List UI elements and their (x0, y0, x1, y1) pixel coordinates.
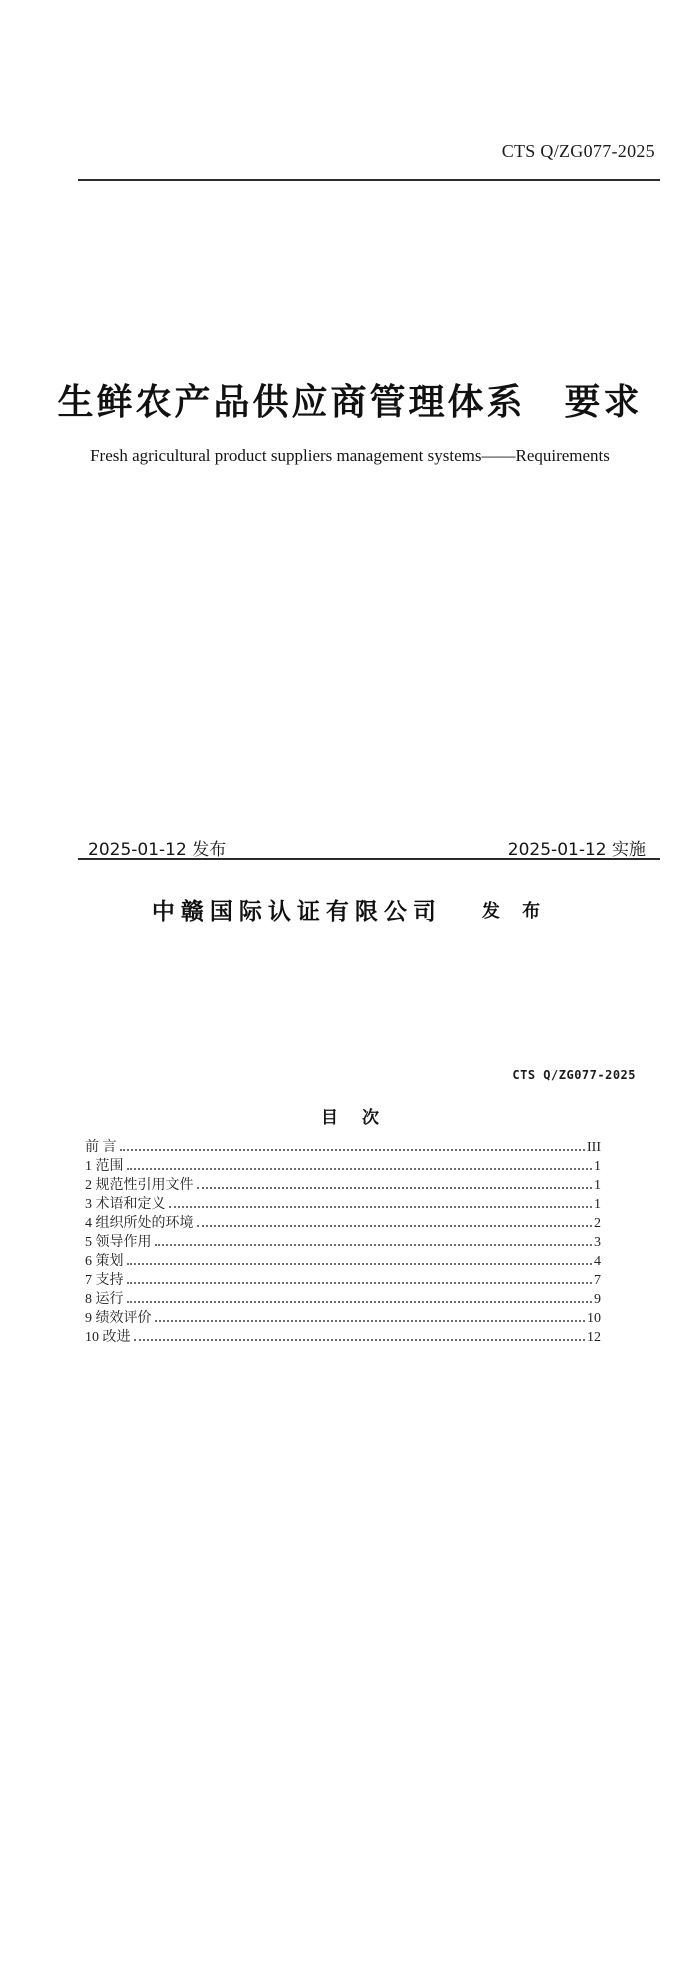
toc-entry-label: 前 言 (85, 1140, 117, 1155)
toc-entry-scope (85, 1155, 601, 1174)
dot-leader (197, 1225, 593, 1227)
dot-leader (134, 1339, 586, 1341)
header-rule (78, 179, 660, 181)
dates-row (88, 835, 646, 860)
dot-leader (127, 1263, 593, 1265)
toc-title: 目 次 (321, 1108, 388, 1128)
publisher-name: 中赣国际认证有限公司 (151, 899, 442, 925)
toc-entry-page: 10 (587, 1311, 601, 1326)
toc-entry-label: 2 规范性引用文件 (85, 1178, 194, 1193)
toc-entry-foreword (85, 1136, 601, 1155)
implement-date: 2025-01-12 实施 (507, 840, 646, 860)
toc-entry-planning (85, 1250, 601, 1269)
toc-entry-page: 7 (594, 1273, 601, 1288)
document-title-en: Fresh agricultural product suppliers management systems——Requirements (90, 446, 610, 465)
toc-entry-terms (85, 1193, 601, 1212)
toc-entry-leadership (85, 1231, 601, 1250)
issue-date: 2025-01-12 发布 (88, 840, 227, 860)
toc-entry-page: 12 (587, 1330, 601, 1345)
toc-entry-page: 4 (594, 1254, 601, 1269)
toc-entry-page: III (587, 1140, 601, 1155)
dot-leader (155, 1320, 586, 1322)
toc-entry-page: 3 (594, 1235, 601, 1250)
toc-entry-label: 7 支持 (85, 1273, 124, 1288)
toc-entry-label: 1 范围 (85, 1159, 124, 1174)
toc-entry-context (85, 1212, 601, 1231)
publisher-row (0, 893, 700, 926)
dot-leader (120, 1149, 586, 1151)
toc-entry-label: 6 策划 (85, 1254, 124, 1269)
dot-leader (197, 1187, 593, 1189)
publish-label: 发 布 (481, 901, 549, 922)
dot-leader (169, 1206, 593, 1208)
toc-entry-page: 1 (594, 1159, 601, 1174)
dot-leader (127, 1301, 593, 1303)
toc-entry-page: 9 (594, 1292, 601, 1307)
toc-entry-support (85, 1269, 601, 1288)
dot-leader (155, 1244, 593, 1246)
toc-entry-page: 1 (594, 1178, 601, 1193)
standard-code-cover: CTS Q/ZG077-2025 (501, 141, 655, 161)
toc-entry-label: 3 术语和定义 (85, 1197, 166, 1212)
dates-rule (78, 858, 660, 860)
toc-entry-page: 1 (594, 1197, 601, 1212)
toc-entry-label: 5 领导作用 (85, 1235, 152, 1250)
toc-entry-label: 10 改进 (85, 1330, 131, 1345)
dot-leader (127, 1168, 593, 1170)
toc-entry-label: 9 绩效评价 (85, 1311, 152, 1326)
standard-code-toc-page: CTS Q/ZG077-2025 (512, 1068, 636, 1082)
toc-entry-label: 4 组织所处的环境 (85, 1216, 194, 1231)
document-title-zh: 生鲜农产品供应商管理体系 要求 (57, 382, 643, 423)
toc-entry-improvement (85, 1326, 601, 1345)
dot-leader (127, 1282, 593, 1284)
toc-entry-label: 8 运行 (85, 1292, 124, 1307)
toc-entry-operation (85, 1288, 601, 1307)
toc-entry-performance-evaluation (85, 1307, 601, 1326)
toc-entry-page: 2 (594, 1216, 601, 1231)
toc-entry-normative-references (85, 1174, 601, 1193)
table-of-contents (85, 1136, 601, 1345)
